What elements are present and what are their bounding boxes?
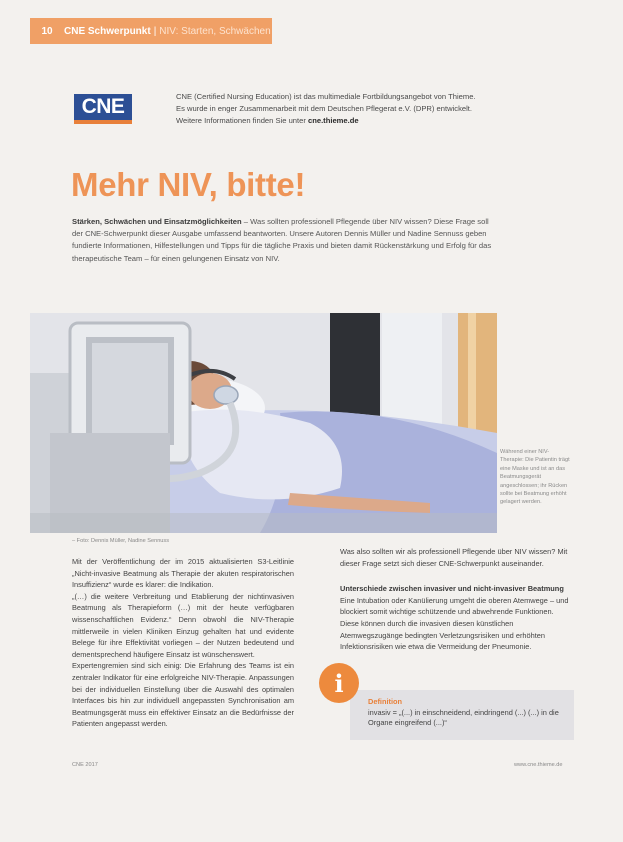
article-headline: Mehr NIV, bitte! (71, 166, 306, 203)
page-number: 10 (41, 25, 53, 37)
topic-label: NIV: Starten, Schwächen (159, 25, 271, 37)
body-paragraph: Was also sollten wir als professionell Pflegende über NIV wissen? Mit dieser Frage setzt sich dieser CNE-Schwerpunkt auseinander. (340, 547, 568, 568)
right-column (340, 546, 572, 653)
definition-text: invasiv = „(...) in einschneidend, eindringend (...) (...) in die Organe eingreifend (...)“ (368, 707, 559, 728)
patient-photo-illustration (30, 313, 497, 533)
definition-box (350, 690, 574, 740)
body-paragraph: Eine Intubation oder Kanülierung umgeht die oberen Atemwege – und blockiert somit wichtige schützende und abwehrende Funktionen. Diese können durch die invasiven diesen künstlichen Atemwegszugänge bedingten Verletzungsrisiken und erhöhten Infektionsrisiken wie etwa die Vermeidung der Pneumonie. (340, 595, 569, 652)
article-photo (30, 313, 497, 533)
footer-right: www.cne.thieme.de (514, 762, 563, 768)
intro-line: CNE (Certified Nursing Education) ist das multimediale Fortbildungsangebot von Thieme. (176, 92, 476, 101)
cne-logo (74, 94, 132, 124)
photo-caption: Während einer NIV-Therapie: Die Patientin trägt eine Maske und ist an das Beatmungsgerät angeschlossen; ihr Rücken sollte bei Beatmung erhöht gelagert werden. (500, 449, 570, 506)
header-separator: | (153, 25, 157, 37)
header-bar (30, 18, 272, 44)
intro-line (176, 115, 576, 127)
cne-logo-text: CNE (81, 95, 125, 118)
section-label: CNE Schwerpunkt (64, 25, 151, 37)
photo-credit: – Foto: Dennis Müller, Nadine Sennuss (72, 538, 170, 544)
definition-title: Definition (368, 697, 403, 706)
intro-line-text: Weitere Informationen finden Sie unter (176, 116, 308, 125)
article-lead (72, 216, 496, 265)
lead-text: – Was sollten professionell Pflegende über NIV wissen? Diese Frage soll der CNE-Schwerpunkt dieser Ausgabe umfassend beantworten. Unsere Autoren Dennis Müller und Nadine Sennuss geben fundierte Informationen, Hilfestellungen und Tipps für die tägliche Praxis und bieten damit Rückenstärkung und Erfolg für das therapeutische Team – für einen gelungenen Einsatz von NIV. (72, 217, 492, 263)
footer-left: CNE 2017 (72, 762, 98, 768)
intro-text (176, 91, 576, 127)
body-paragraph: „(…) die weitere Verbreitung und Etablierung der nichtinvasiven Beatmung als Therapieform (…) mit der heute verfügbaren wissenschaftlichen Evidenz.“ Denn obwohl die NIV-Therapie mittlerweile in vielen Kliniken Einzug gehalten hat und evidente Belege für ihre Effektivität vorliegen – der Nutzen bedeutend und dementsprechend häufigere Einsatz ist wünschenswert. (72, 591, 294, 659)
info-icon: i (319, 663, 359, 703)
website-link[interactable]: cne.thieme.de (307, 116, 359, 125)
lead-title: Stärken, Schwächen und Einsatzmöglichkeiten (72, 217, 242, 226)
intro-line: Es wurde in enger Zusammenarbeit mit dem Deutschen Pflegerat e.V. (DPR) entwickelt. (176, 104, 473, 113)
body-paragraph: Mit der Veröffentlichung der im 2015 aktualisierten S3-Leitlinie „Nicht-invasive Beatmung als Therapie der akuten respiratorischen Insuffizienz“ wurde es klarer: die Indikation. (72, 557, 294, 590)
body-paragraph: Expertengremien sind sich einig: Die Erfahrung des Teams ist ein zentraler Indikator für eine erfolgreiche NIV-Therapie. Anpassungen bei der individuellen Einstellung über die Auswahl des optimalen Interfaces bis hin zur individuell angepassten Synchronisation am Beatmungsgerät muss ein effektiver Einsatz an die Bedürfnisse der Patienten angepasst werden. (72, 661, 294, 729)
left-column (72, 556, 294, 730)
section-subhead: Unterschiede zwischen invasiver und nicht-invasiver Beatmung (340, 584, 564, 594)
